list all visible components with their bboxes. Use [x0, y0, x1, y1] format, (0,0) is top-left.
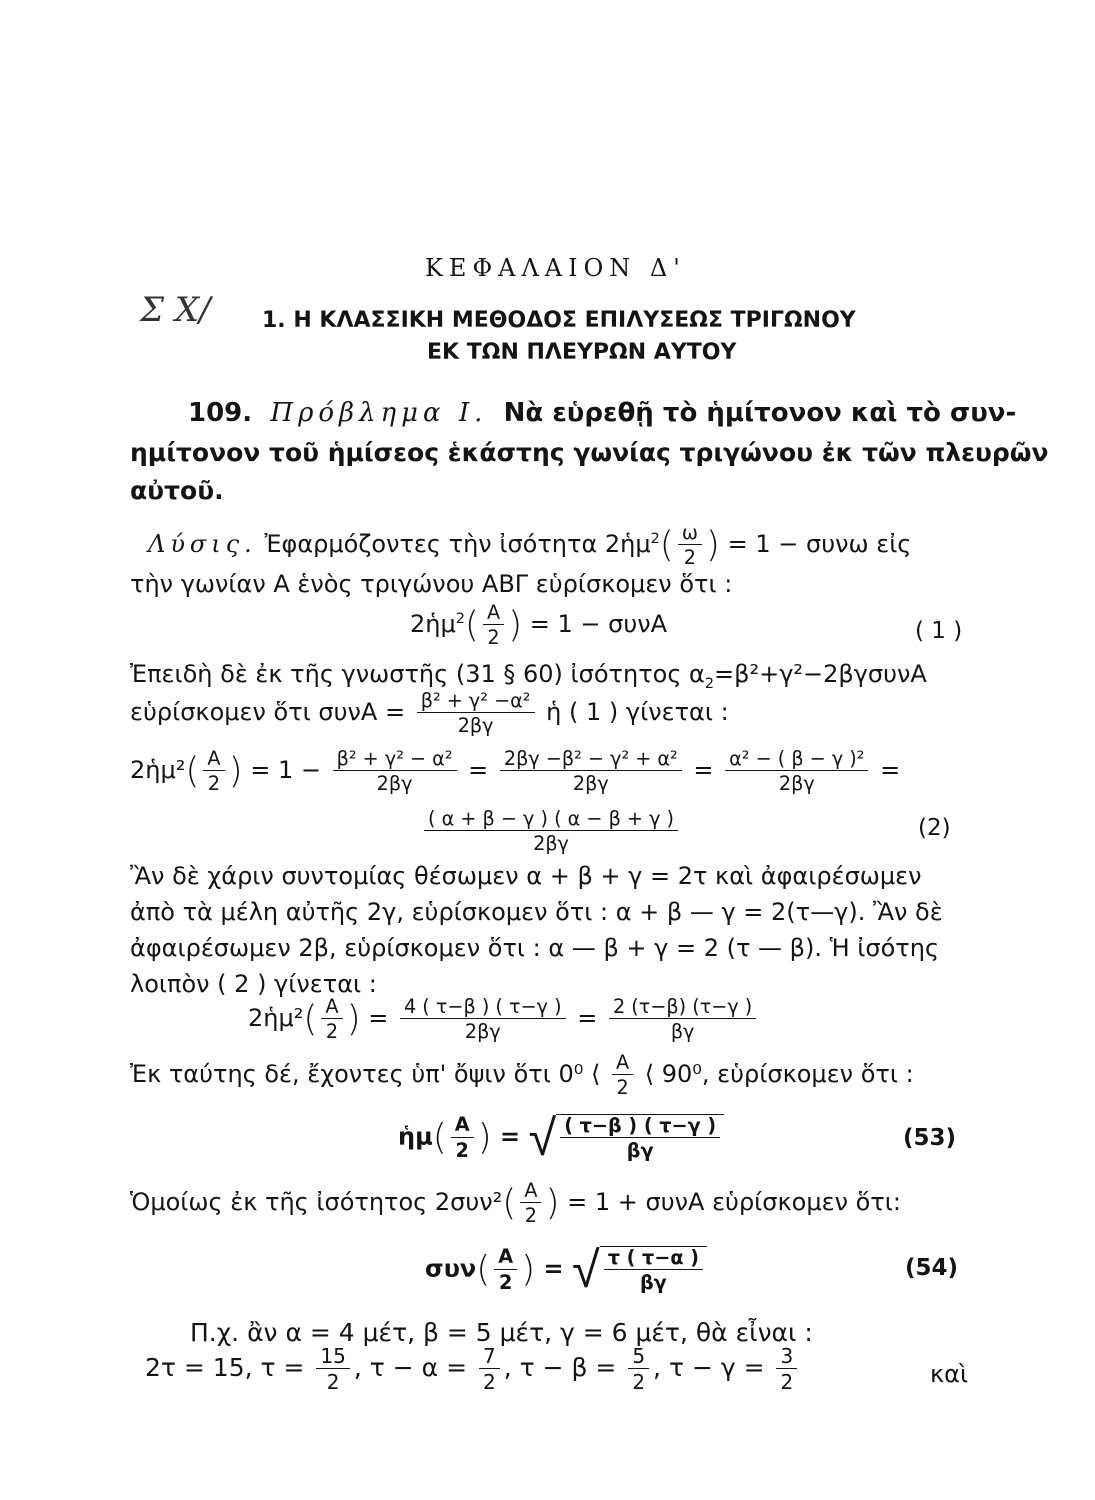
section-title: [262, 308, 856, 333]
problem-label: Πρόβλημα Ι.: [270, 398, 488, 428]
equation-1: 2ἡμ$^2$( $\frac{A}{2}$ ) = 1 − συνΑ: [410, 601, 668, 650]
solution-line11: Π.χ. ἂν α = 4 μέτ, β = 5 μέτ, γ = 6 μέτ, θὰ εἶναι :: [190, 1318, 813, 1347]
solution-line6: ἀπὸ τὰ μέλη αὐτῆς 2γ, εὑρίσκομεν ὅτι : α + β — γ = 2(τ—γ). Ἂν δὲ: [130, 898, 943, 926]
solution-line7: ἀφαιρέσωμεν 2β, εὑρίσκομεν ὅτι : α — β + γ = 2 (τ — β). Ἡ ἰσότης: [130, 934, 940, 962]
equation-2b: $\frac{( \alpha + \beta - \gamma ) ( \alpha - \beta + \gamma )}{2\beta\gamma}$: [420, 808, 682, 854]
chapter-heading: ΚΕΦΑΛΑΙΟΝ Δ': [425, 254, 686, 282]
equation-2: 2ἡμ²( $\frac{A}{2}$ ) = 1 − $\frac{\text{β² + γ² − α²}}{2\beta\gamma}$ = $\frac{\text{2βγ −β² − γ² + α²}}{2\beta\gamma}$ = $\frac{\text{α² − ( β − γ )²}}{2\beta\gamma}$ =: [130, 747, 901, 796]
solution-line12: 2τ = 15, τ = $\frac{15}{2}$ , τ − α = $\frac{7}{2}$ , τ − β = $\frac{5}{2}$ , τ − γ = $\frac{3}{2}$: [145, 1345, 801, 1393]
equation-3: 2ἡμ²( $\frac{A}{2}$ ) = $\frac{4 ( \tau-\beta ) ( \tau-\gamma )}{2\beta\gamma}$ = $\frac{2 (\tau-\beta) (\tau-\gamma )}{\beta\gamma}$: [248, 996, 760, 1042]
solution-line9: Ἐκ ταύτης δέ, ἔχοντες ὑπ' ὄψιν ὅτι 0⁰ ⟨ $\frac{A}{2}$ ⟨ 90⁰, εὑρίσκομεν ὅτι :: [130, 1051, 914, 1100]
solution-line2: τὴν γωνίαν Α ἑνὸς τριγώνου ΑΒΓ εὑρίσκομεν ὅτι :: [130, 570, 733, 598]
equation-number-2: (2): [918, 815, 951, 841]
solution-line12-end: καὶ: [930, 1360, 969, 1388]
problem-text1: Νὰ εὑρεθῇ τὸ ἡμίτονον καὶ τὸ συν-: [503, 398, 1017, 428]
solution-text: = 1 − συνω εἰς: [727, 530, 912, 559]
problem-number: 109.: [188, 398, 253, 428]
equation-53: ἡμ( $\frac{A}{2}$ ) = √ $\frac{( \tau-\beta ) ( \tau-\gamma )}{\beta\gamma}$: [398, 1108, 724, 1167]
solution-line8: λοιπὸν ( 2 ) γίνεται :: [130, 970, 377, 998]
solution-line4: εὑρίσκομεν ὅτι συνΑ = $\frac{\text{β² + γ² −α²}}{2\beta\gamma}$ ἡ ( 1 ) γίνεται :: [130, 689, 729, 738]
problem-line1: [188, 398, 1016, 428]
equation-number-1: ( 1 ): [915, 618, 963, 644]
solution-label: Λύσις.: [148, 530, 257, 559]
handwritten-note: Σ Χ/: [140, 290, 211, 330]
solution-line1: Λύσις. Ἐφαρμόζοντες τὴν ἰσότητα 2ἡμ$^2$( $\frac{\omega}{2}$ ) = 1 − συνω εἰς: [148, 521, 912, 570]
equation-54: συν( $\frac{A}{2}$ ) = √ $\frac{\tau ( \tau-\alpha )}{\beta\gamma}$: [425, 1240, 707, 1299]
solution-line10: Ὁμοίως ἐκ τῆς ἰσότητος 2συν²( $\frac{A}{2}$ ) = 1 + συνΑ εὑρίσκομεν ὅτι:: [130, 1179, 901, 1228]
section-title-line1: Η ΚΛΑΣΣΙΚΗ ΜΕΘΟΔΟΣ ΕΠΙΛΥΣΕΩΣ ΤΡΙΓΩΝΟΥ: [293, 308, 856, 333]
problem-line3: αὐτοῦ.: [130, 476, 224, 505]
equation-number-54: (54): [905, 1255, 959, 1281]
section-number: 1.: [262, 308, 286, 333]
fraction: $\frac{\omega}{2}$: [678, 522, 702, 568]
equation-number-53: (53): [903, 1125, 957, 1151]
solution-line3: Ἐπειδὴ δὲ ἐκ τῆς γνωστῆς (31 § 60) ἰσότητος $\alpha_2=\beta^2+\gamma^2-2\beta\gamma\sigma\upsilon\nu A$: [130, 660, 927, 692]
problem-line2: ημίτονον τοῦ ἡμίσεος ἑκάστης γωνίας τριγώνου ἐκ τῶν πλευρῶν: [130, 438, 1049, 467]
solution-line5: Ἂν δὲ χάριν συντομίας θέσωμεν α + β + γ = 2τ καὶ ἀφαιρέσωμεν: [130, 862, 922, 890]
solution-text: Ἐφαρμόζοντες τὴν ἰσότητα 2ἡμ: [264, 530, 651, 559]
section-title-line2: ΕΚ ΤΩΝ ΠΛΕΥΡΩΝ ΑΥΤΟΥ: [427, 340, 737, 365]
